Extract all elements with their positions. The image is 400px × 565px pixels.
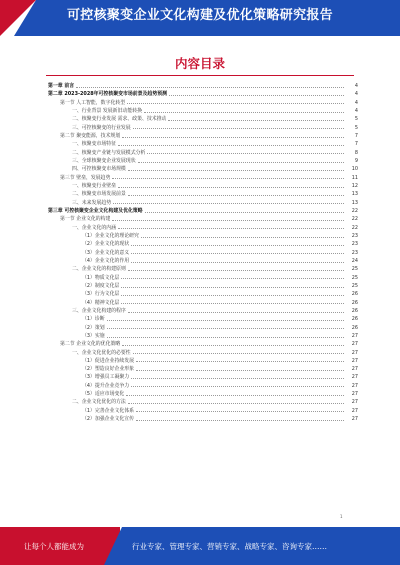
toc-entry[interactable]	[48, 140, 358, 148]
toc-entry-page: 9	[354, 157, 358, 164]
header-banner	[0, 0, 400, 36]
toc-entry-label: 一、行业背景 发展新旧动能转换	[72, 107, 143, 114]
toc-entry-label: 第二节 企业文化的优化策略	[60, 341, 121, 348]
toc-entry[interactable]	[48, 157, 358, 165]
toc-entry-page: 23	[351, 249, 358, 256]
toc-leader-dots	[131, 262, 344, 263]
toc-entry[interactable]	[48, 165, 358, 173]
toc-leader-dots	[128, 170, 344, 171]
toc-entry-page: 26	[351, 324, 358, 331]
toc-entry-page: 13	[351, 199, 358, 206]
toc-entry[interactable]	[48, 215, 358, 223]
toc-entry-label: 第二节 聚变能源，技术规划	[60, 132, 121, 139]
toc-entry-label: 第二章 2023-2028年可控核聚变市场前景及趋势预测	[48, 91, 167, 98]
toc-entry-page: 26	[351, 291, 358, 298]
toc-entry[interactable]	[48, 265, 358, 273]
toc-entry-page: 10	[351, 166, 358, 173]
toc-entry-page: 5	[354, 124, 358, 131]
toc-entry-page: 22	[351, 207, 358, 214]
toc-entry-label: 一、企业文化的内涵	[72, 224, 117, 231]
report-title: 可控核聚变企业文化构建及优化策略研究报告	[66, 8, 333, 23]
toc-entry-page: 7	[354, 141, 358, 148]
toc-entry-label: （3）行为文化层	[82, 291, 120, 298]
toc-leader-dots	[136, 361, 344, 362]
toc-entry[interactable]	[48, 99, 358, 107]
toc-entry[interactable]	[48, 257, 358, 265]
toc-entry[interactable]	[48, 182, 358, 190]
toc-leader-dots	[138, 162, 344, 163]
toc-leader-dots	[112, 220, 344, 221]
toc-entry-page: 22	[351, 224, 358, 231]
toc-entry-label: 一、核聚变行业壁垒	[72, 182, 117, 189]
toc-entry[interactable]	[48, 290, 358, 298]
toc-leader-dots	[136, 411, 344, 412]
toc-entry[interactable]	[48, 115, 358, 123]
toc-entry-label: 一、企业文化优化的必要性	[72, 349, 131, 356]
toc-entry[interactable]	[48, 373, 358, 381]
toc-leader-dots	[76, 87, 344, 88]
table-of-contents	[48, 82, 358, 423]
toc-entry[interactable]	[48, 332, 358, 340]
toc-entry-label: 四、可控核聚变市场规模	[72, 166, 126, 173]
toc-entry[interactable]	[48, 240, 358, 248]
toc-leader-dots	[131, 386, 344, 387]
toc-entry[interactable]	[48, 390, 358, 398]
toc-entry-label: 第一章 前言	[48, 83, 75, 89]
toc-entry-page: 27	[351, 391, 358, 398]
toc-entry[interactable]	[48, 282, 358, 290]
toc-entry[interactable]	[48, 357, 358, 365]
toc-entry-label: （1）企业文化的理论研究	[82, 232, 139, 239]
toc-leader-dots	[133, 353, 344, 354]
toc-entry-label: （3）增强员工凝聚力	[82, 374, 130, 381]
toc-entry[interactable]	[48, 274, 358, 282]
toc-entry-page: 25	[351, 282, 358, 289]
toc-entry[interactable]	[48, 324, 358, 332]
toc-entry-label: 第一节 企业文化的构建	[60, 216, 111, 223]
page-number: 1	[340, 514, 343, 519]
toc-entry-page: 27	[351, 341, 358, 348]
toc-entry-page: 5	[354, 116, 358, 123]
toc-leader-dots	[121, 287, 344, 288]
toc-leader-dots	[169, 95, 344, 96]
toc-leader-dots	[136, 420, 344, 421]
toc-leader-dots	[127, 103, 344, 104]
toc-leader-dots	[147, 153, 344, 154]
toc-entry-page: 4	[354, 99, 358, 106]
toc-leader-dots	[118, 228, 344, 229]
toc-leader-dots	[122, 137, 344, 138]
toc-entry-label: 第三章 可控核聚变企业文化构建及优化策略	[48, 207, 143, 214]
toc-entry-label: 三、企业文化构建的程序	[72, 307, 126, 314]
toc-entry-label: 二、核聚变行业发展 需求、政策、技术推动	[72, 116, 167, 123]
toc-entry[interactable]	[48, 349, 358, 357]
toc-entry[interactable]	[48, 107, 358, 115]
toc-entry-page: 25	[351, 274, 358, 281]
toc-entry-label: 三、可控核聚变的行业发展	[72, 124, 131, 131]
toc-entry-page: 7	[354, 132, 358, 139]
toc-leader-dots	[144, 112, 344, 113]
toc-entry-label: 三、未来发展趋势	[72, 199, 112, 206]
toc-leader-dots	[128, 403, 344, 404]
toc-entry-label: （4）企业文化的作用	[82, 257, 130, 264]
toc-entry[interactable]	[48, 82, 358, 90]
toc-leader-dots	[131, 245, 344, 246]
toc-entry-label: （1）完善企业文化体系	[82, 407, 135, 414]
toc-entry[interactable]	[48, 190, 358, 198]
toc-entry[interactable]	[48, 132, 358, 140]
toc-entry-page: 12	[351, 182, 358, 189]
toc-leader-dots	[107, 320, 344, 321]
toc-entry-label: （4）提升企业竞争力	[82, 382, 130, 389]
toc-leader-dots	[121, 295, 344, 296]
toc-entry[interactable]	[48, 382, 358, 390]
toc-entry-page: 27	[351, 366, 358, 373]
toc-entry-label: 第三节 壁垒，发展趋势	[60, 174, 111, 181]
toc-heading: 内容目录	[174, 56, 225, 71]
toc-leader-dots	[121, 303, 344, 304]
toc-entry[interactable]	[48, 415, 358, 423]
toc-entry-page: 13	[351, 191, 358, 198]
toc-entry-label: （2）塑造良好企业形象	[82, 366, 135, 373]
toc-entry-page: 26	[351, 307, 358, 314]
toc-leader-dots	[136, 370, 344, 371]
toc-entry-page: 27	[351, 349, 358, 356]
toc-entry[interactable]	[48, 407, 358, 415]
toc-entry[interactable]	[48, 249, 358, 257]
toc-entry-page: 4	[354, 91, 358, 98]
toc-leader-dots	[141, 237, 344, 238]
toc-entry-page: 23	[351, 232, 358, 239]
toc-leader-dots	[128, 312, 344, 313]
toc-entry[interactable]	[48, 90, 358, 98]
toc-entry-label: （3）企业文化的意义	[82, 249, 130, 256]
toc-entry-page: 4	[354, 83, 358, 89]
toc-leader-dots	[168, 120, 344, 121]
toc-entry[interactable]	[48, 307, 358, 315]
toc-entry-label: （1）物质文化层	[82, 274, 120, 281]
toc-entry-page: 27	[351, 332, 358, 339]
toc-leader-dots	[118, 145, 344, 146]
toc-leader-dots	[131, 378, 344, 379]
toc-leader-dots	[126, 395, 344, 396]
toc-leader-dots	[131, 253, 344, 254]
toc-entry-label: 一、核聚变市场特征	[72, 141, 117, 148]
toc-entry-page: 8	[354, 149, 358, 156]
toc-leader-dots	[107, 337, 344, 338]
toc-leader-dots	[113, 203, 344, 204]
footer-slogan: 让每个人都能成为	[24, 542, 84, 551]
toc-entry-page: 4	[354, 107, 358, 114]
toc-leader-dots	[128, 195, 344, 196]
toc-entry[interactable]	[48, 340, 358, 348]
toc-entry-page: 27	[351, 399, 358, 406]
toc-entry-label: （3）实施	[82, 332, 105, 339]
toc-entry-page: 24	[351, 257, 358, 264]
toc-entry-page: 11	[351, 174, 358, 181]
toc-entry[interactable]	[48, 207, 358, 215]
toc-leader-dots	[122, 345, 344, 346]
toc-leader-dots	[118, 187, 344, 188]
toc-entry-label: （1）促进企业持续发展	[82, 357, 135, 364]
toc-entry-page: 27	[351, 416, 358, 423]
toc-entry[interactable]	[48, 299, 358, 307]
toc-entry-label: （1）诊断	[82, 316, 105, 323]
toc-entry[interactable]	[48, 232, 358, 240]
toc-leader-dots	[133, 128, 344, 129]
footer-banner	[0, 527, 400, 565]
toc-leader-dots	[112, 178, 344, 179]
toc-entry[interactable]	[48, 199, 358, 207]
toc-entry-page: 27	[351, 374, 358, 381]
toc-entry-label: 二、核聚变市场发展前景	[72, 191, 126, 198]
toc-entry[interactable]	[48, 174, 358, 182]
toc-entry[interactable]	[48, 149, 358, 157]
toc-divider	[46, 75, 354, 76]
toc-entry-page: 27	[351, 407, 358, 414]
toc-leader-dots	[121, 278, 344, 279]
toc-entry[interactable]	[48, 398, 358, 406]
toc-entry-label: （2）加强企业文化宣传	[82, 416, 135, 423]
toc-entry-page: 22	[351, 216, 358, 223]
toc-leader-dots	[145, 212, 344, 213]
toc-entry-page: 27	[351, 357, 358, 364]
toc-entry-page: 26	[351, 299, 358, 306]
toc-entry-label: 第一节 人工智能，数字化转型	[60, 99, 126, 106]
toc-entry[interactable]	[48, 365, 358, 373]
toc-entry-page: 23	[351, 241, 358, 248]
toc-leader-dots	[107, 328, 344, 329]
toc-entry-label: 三、全球核聚变企业发展现状	[72, 157, 136, 164]
toc-entry-label: （4）精神文化层	[82, 299, 120, 306]
toc-entry-page: 27	[351, 382, 358, 389]
toc-entry-label: （5）适应市场变化	[82, 391, 125, 398]
toc-entry-label: 二、企业文化的构建原则	[72, 266, 126, 273]
toc-entry-label: 二、核聚变产业链与发展模式分析	[72, 149, 146, 156]
toc-entry-page: 26	[351, 316, 358, 323]
toc-entry[interactable]	[48, 315, 358, 323]
footer-roles: 行业专家、管理专家、营销专家、战略专家、咨询专家……	[132, 542, 327, 551]
toc-entry-label: 二、企业文化优化的方法	[72, 399, 126, 406]
toc-entry[interactable]	[48, 124, 358, 132]
toc-entry-page: 25	[351, 266, 358, 273]
toc-entry-label: （2）策划	[82, 324, 105, 331]
toc-leader-dots	[128, 270, 344, 271]
toc-entry-label: （2）制度文化层	[82, 282, 120, 289]
toc-entry-label: （2）企业文化的现状	[82, 241, 130, 248]
toc-entry[interactable]	[48, 224, 358, 232]
